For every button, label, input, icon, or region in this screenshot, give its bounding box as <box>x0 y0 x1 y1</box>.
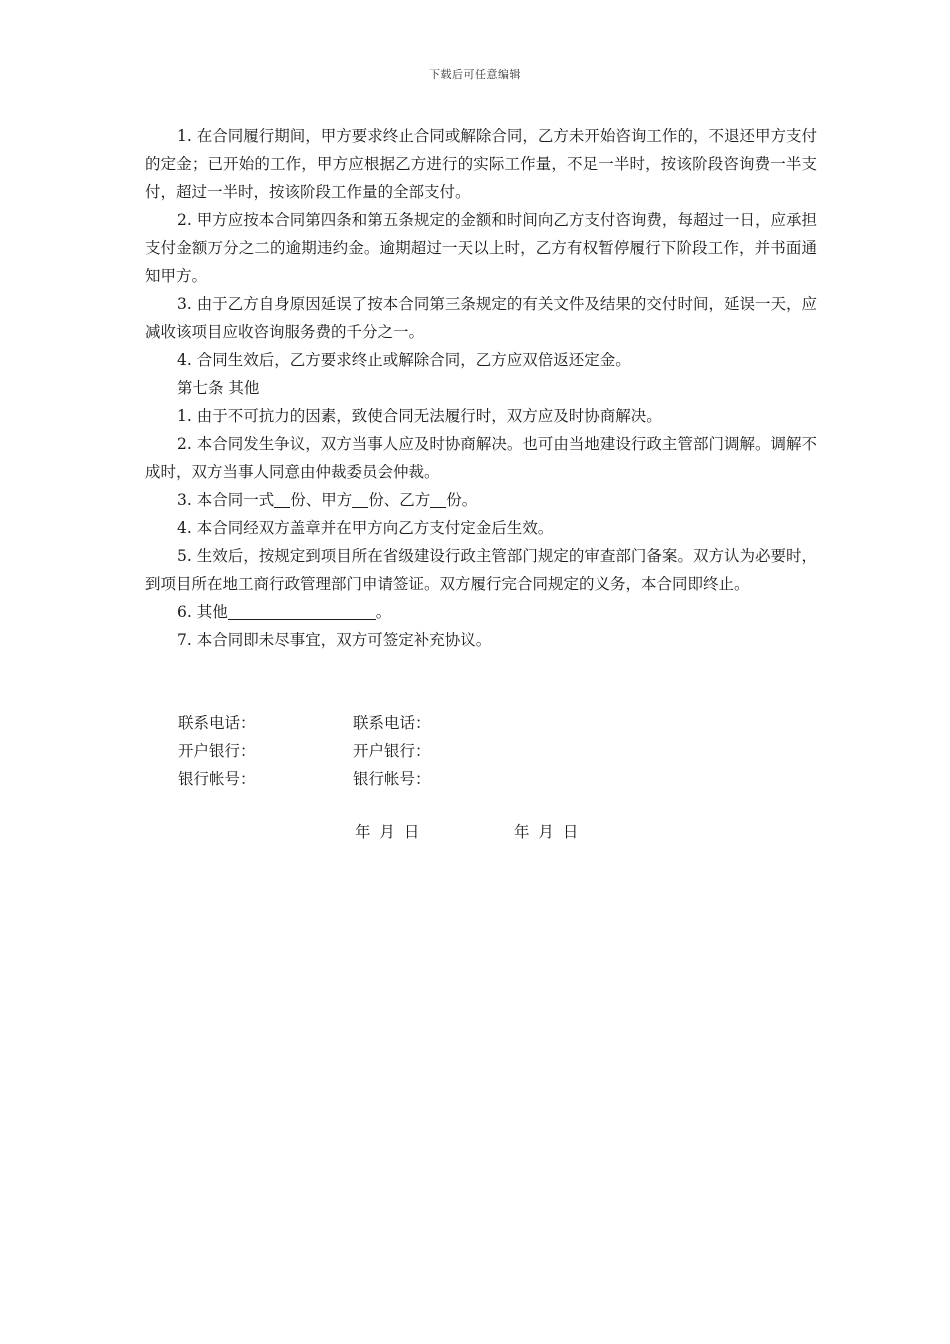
article-title: 第七条 其他 <box>177 379 260 397</box>
blank-underline <box>352 489 368 508</box>
blank-underline <box>228 601 376 620</box>
party-b-date: 年 月 日 <box>514 823 579 841</box>
contact-row-account <box>178 765 578 793</box>
clause-text: 3. 本合同一式 <box>177 491 275 509</box>
clause-paragraph: 2. 甲方应按本合同第四条和第五条规定的金额和时间向乙方支付咨询费，每超过一日，应承担支付金额万分之二的逾期违约金。逾期超过一天以上时，乙方有权暂停履行下阶段工作，并书面通知甲方。 <box>145 211 817 285</box>
party-a-bank-label: 开户银行： <box>178 742 256 760</box>
clause-text: 份、甲方 <box>290 491 353 509</box>
clause-other <box>145 598 817 626</box>
contract-body <box>145 122 817 654</box>
clause-paragraph: 3. 由于乙方自身原因延误了按本合同第三条规定的有关文件及结果的交付时间，延误一天，应减收该项目应收咨询服务费的千分之一。 <box>145 295 817 341</box>
blank-underline <box>274 489 290 508</box>
clause-text: 份、乙方 <box>368 491 431 509</box>
clause-text: 份。 <box>446 491 478 509</box>
clause-paragraph: 4. 本合同经双方盖章并在甲方向乙方支付定金后生效。 <box>177 519 554 537</box>
clause-paragraph: 4. 合同生效后，乙方要求终止或解除合同，乙方应双倍返还定金。 <box>177 351 631 369</box>
clause-text: 6. 其他 <box>177 603 228 621</box>
clause-paragraph: 1. 在合同履行期间，甲方要求终止合同或解除合同，乙方未开始咨询工作的，不退还甲方支付的定金；已开始的工作，甲方应根据乙方进行的实际工作量，不足一半时，按该阶段咨询费一半支付，超过一半时，按该阶段工作量的全部支付。 <box>145 127 817 201</box>
clause-paragraph: 7. 本合同即未尽事宜，双方可签定补充协议。 <box>177 631 492 649</box>
party-a-phone-label: 联系电话： <box>178 714 256 732</box>
party-a-account-label: 银行帐号： <box>178 770 256 788</box>
clause-paragraph: 1. 由于不可抗力的因素，致使合同无法履行时，双方应及时协商解决。 <box>177 407 662 425</box>
contact-row-bank <box>178 737 578 765</box>
page-header: 下载后可任意编辑 <box>429 68 521 81</box>
party-b-account-label: 银行帐号： <box>353 770 431 788</box>
party-a-date: 年 月 日 <box>355 823 420 841</box>
clause-copies <box>145 486 817 514</box>
clause-text: 。 <box>375 603 392 621</box>
clause-paragraph: 2. 本合同发生争议，双方当事人应及时协商解决。也可由当地建设行政主管部门调解。调解不成时，双方当事人同意由仲裁委员会仲裁。 <box>145 435 817 481</box>
contact-row-phone <box>178 709 578 737</box>
party-b-bank-label: 开户银行： <box>353 742 431 760</box>
party-b-phone-label: 联系电话： <box>353 714 431 732</box>
blank-underline <box>430 489 446 508</box>
clause-paragraph: 5. 生效后，按规定到项目所在省级建设行政主管部门规定的审查部门备案。双方认为必要时，到项目所在地工商行政管理部门申请签证。双方履行完合同规定的义务，本合同即终止。 <box>145 547 817 593</box>
contact-block <box>178 709 578 793</box>
